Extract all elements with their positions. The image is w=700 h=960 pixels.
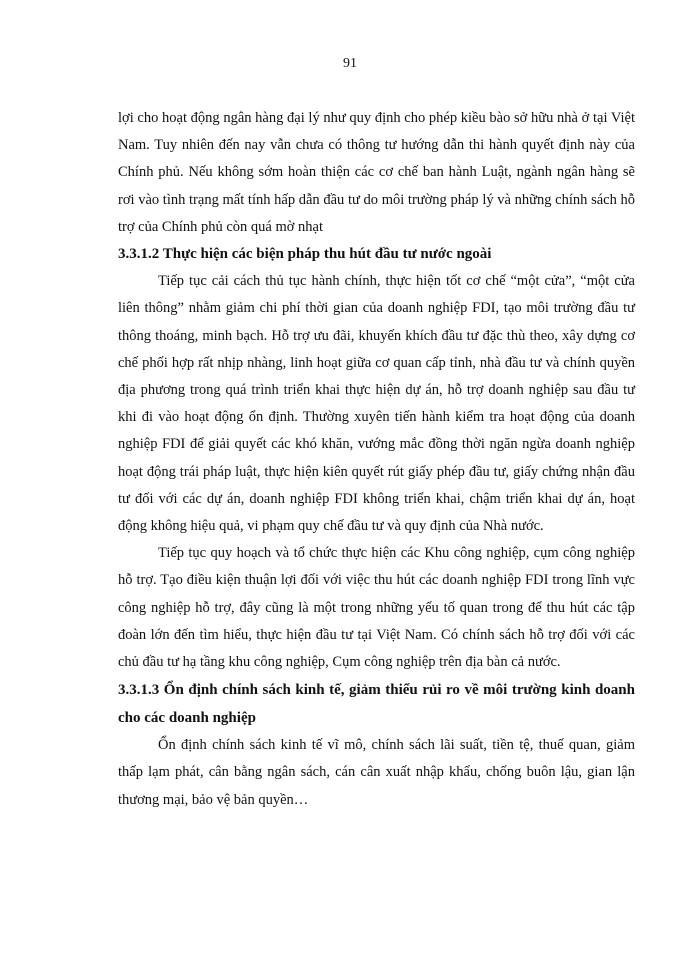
paragraph-economic-policy: Ổn định chính sách kinh tế vĩ mô, chính sách lãi suất, tiền tệ, thuế quan, giảm thấp lạm phát, cân bằng ngân sách, cán cân xuất nhập khẩu, chống buôn lậu, gian lận thương mại, bảo vệ bản quyền… <box>118 737 635 808</box>
page-number: 91 <box>343 56 357 71</box>
section-heading-3-3-1-3: 3.3.1.3 Ổn định chính sách kinh tế, giảm thiểu rủi ro về môi trường kinh doanh cho các doanh nghiệp <box>118 682 635 727</box>
paragraph-intro: lợi cho hoạt động ngân hàng đại lý như quy định cho phép kiều bào sở hữu nhà ở tại Việt Nam. Tuy nhiên đến nay vẫn chưa có thông tư hướng dẫn thi hành quyết định này của Chính phủ. Nếu không sớm hoàn thiện các cơ chế ban hành Luật, ngành ngân hàng sẽ rơi vào tình trạng mất tính hấp dẫn đầu tư do môi trường pháp lý và những chính sách hỗ trợ của Chính phủ còn quá mờ nhạt <box>118 110 635 235</box>
paragraph-administrative-reform: Tiếp tục cải cách thủ tục hành chính, thực hiện tốt cơ chế “một cửa”, “một cửa liên thông” nhằm giảm chi phí thời gian của doanh nghiệp FDI, tạo môi trường đầu tư thông thoáng, minh bạch. Hỗ trợ ưu đãi, khuyến khích đầu tư đặc thù theo, xây dựng cơ chế phối hợp rất nhịp nhàng, linh hoạt giữa cơ quan cấp tỉnh, nhà đầu tư và chính quyền địa phương trong quá trình triển khai thực hiện dự án, hỗ trợ doanh nghiệp sau đầu tư khi đi vào hoạt động ổn định. Thường xuyên tiến hành kiểm tra hoạt động của doanh nghiệp FDI để giải quyết các khó khăn, vướng mắc đồng thời ngăn ngừa doanh nghiệp hoạt động trái pháp luật, thực hiện kiên quyết rút giấy phép đầu tư, giấy chứng nhận đầu tư đối với các dự án, doanh nghiệp FDI không triển khai, chậm triển khai dự án, hoạt động không hiệu quả, vi phạm quy chế đầu tư và quy định của Nhà nước. <box>118 273 635 535</box>
document-body <box>118 105 635 814</box>
paragraph-industrial-zones: Tiếp tục quy hoạch và tổ chức thực hiện các Khu công nghiệp, cụm công nghiệp hỗ trợ. Tạo điều kiện thuận lợi đối với việc thu hút các doanh nghiệp FDI trong lĩnh vực công nghiệp hỗ trợ, đây cũng là một trong những yếu tố quan trong để thu hút các tập đoàn lớn đến tìm hiểu, thực hiện đầu tư tại Việt Nam. Có chính sách hỗ trợ đối với các chủ đầu tư hạ tầng khu công nghiệp, Cụm công nghiệp trên địa bàn cả nước. <box>118 545 635 671</box>
section-heading-3-3-1-2: 3.3.1.2 Thực hiện các biện pháp thu hút đầu tư nước ngoài <box>118 246 492 263</box>
